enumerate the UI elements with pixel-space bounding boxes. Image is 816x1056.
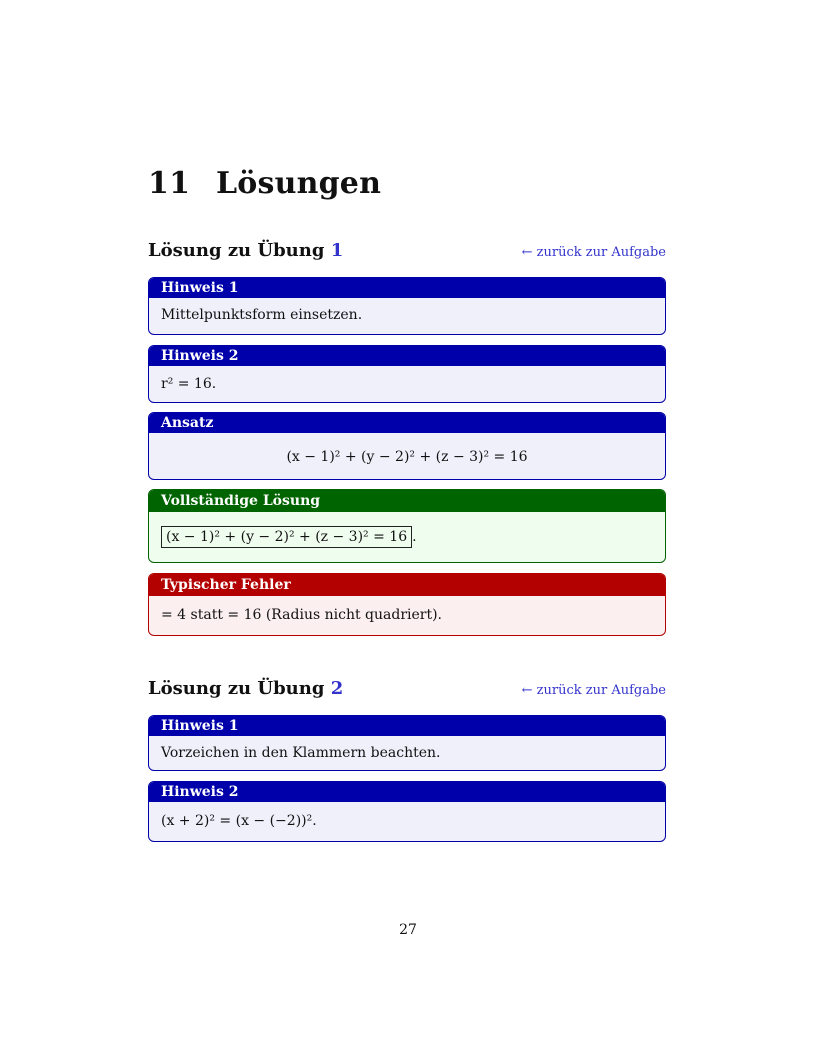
solution-1-header bbox=[148, 240, 666, 264]
full-solution-box bbox=[148, 489, 666, 563]
hint-2-box bbox=[148, 781, 666, 842]
chapter-number: 11 bbox=[148, 166, 191, 201]
solution-2-header bbox=[148, 678, 666, 702]
hint-1-text: Vorzeichen in den Klammern beachten. bbox=[161, 745, 441, 761]
solution-1-title bbox=[148, 240, 343, 261]
hint-2-box bbox=[148, 345, 666, 403]
solution-title-text: Lösung zu Übung bbox=[148, 678, 325, 699]
hint-1-box bbox=[148, 715, 666, 771]
approach-equation: (x − 1)² + (y − 2)² + (z − 3)² = 16 bbox=[286, 449, 528, 465]
hint-2-text: r² = 16. bbox=[161, 376, 217, 392]
hint-2-title: Hinweis 2 bbox=[149, 346, 665, 366]
chapter-title: Lösungen bbox=[216, 166, 382, 201]
hint-2-text: (x + 2)² = (x − (−2))². bbox=[161, 813, 317, 829]
hint-1-box bbox=[148, 277, 666, 335]
back-to-exercise-link[interactable]: ← zurück zur Aufgabe bbox=[521, 245, 666, 260]
page-number: 27 bbox=[399, 922, 417, 938]
equation-period: . bbox=[412, 529, 417, 545]
typical-mistake-box bbox=[148, 573, 666, 636]
solution-2-title bbox=[148, 678, 343, 699]
chapter-heading bbox=[148, 166, 381, 201]
approach-title: Ansatz bbox=[149, 413, 665, 433]
solution-title-text: Lösung zu Übung bbox=[148, 240, 325, 261]
boxed-equation: (x − 1)² + (y − 2)² + (z − 3)² = 16 bbox=[161, 526, 412, 548]
hint-1-title: Hinweis 1 bbox=[149, 278, 665, 298]
hint-1-text: Mittelpunktsform einsetzen. bbox=[161, 307, 363, 323]
typical-mistake-text: = 4 statt = 16 (Radius nicht quadriert). bbox=[161, 607, 443, 623]
full-solution-title: Vollständige Lösung bbox=[149, 490, 665, 512]
full-solution-body bbox=[149, 512, 665, 548]
hint-1-title: Hinweis 1 bbox=[149, 716, 665, 736]
back-to-exercise-link[interactable]: ← zurück zur Aufgabe bbox=[521, 683, 666, 698]
typical-mistake-title: Typischer Fehler bbox=[149, 574, 665, 596]
exercise-ref-link[interactable]: 1 bbox=[330, 240, 344, 261]
exercise-ref-link[interactable]: 2 bbox=[330, 678, 344, 699]
approach-box bbox=[148, 412, 666, 480]
hint-2-title: Hinweis 2 bbox=[149, 782, 665, 802]
